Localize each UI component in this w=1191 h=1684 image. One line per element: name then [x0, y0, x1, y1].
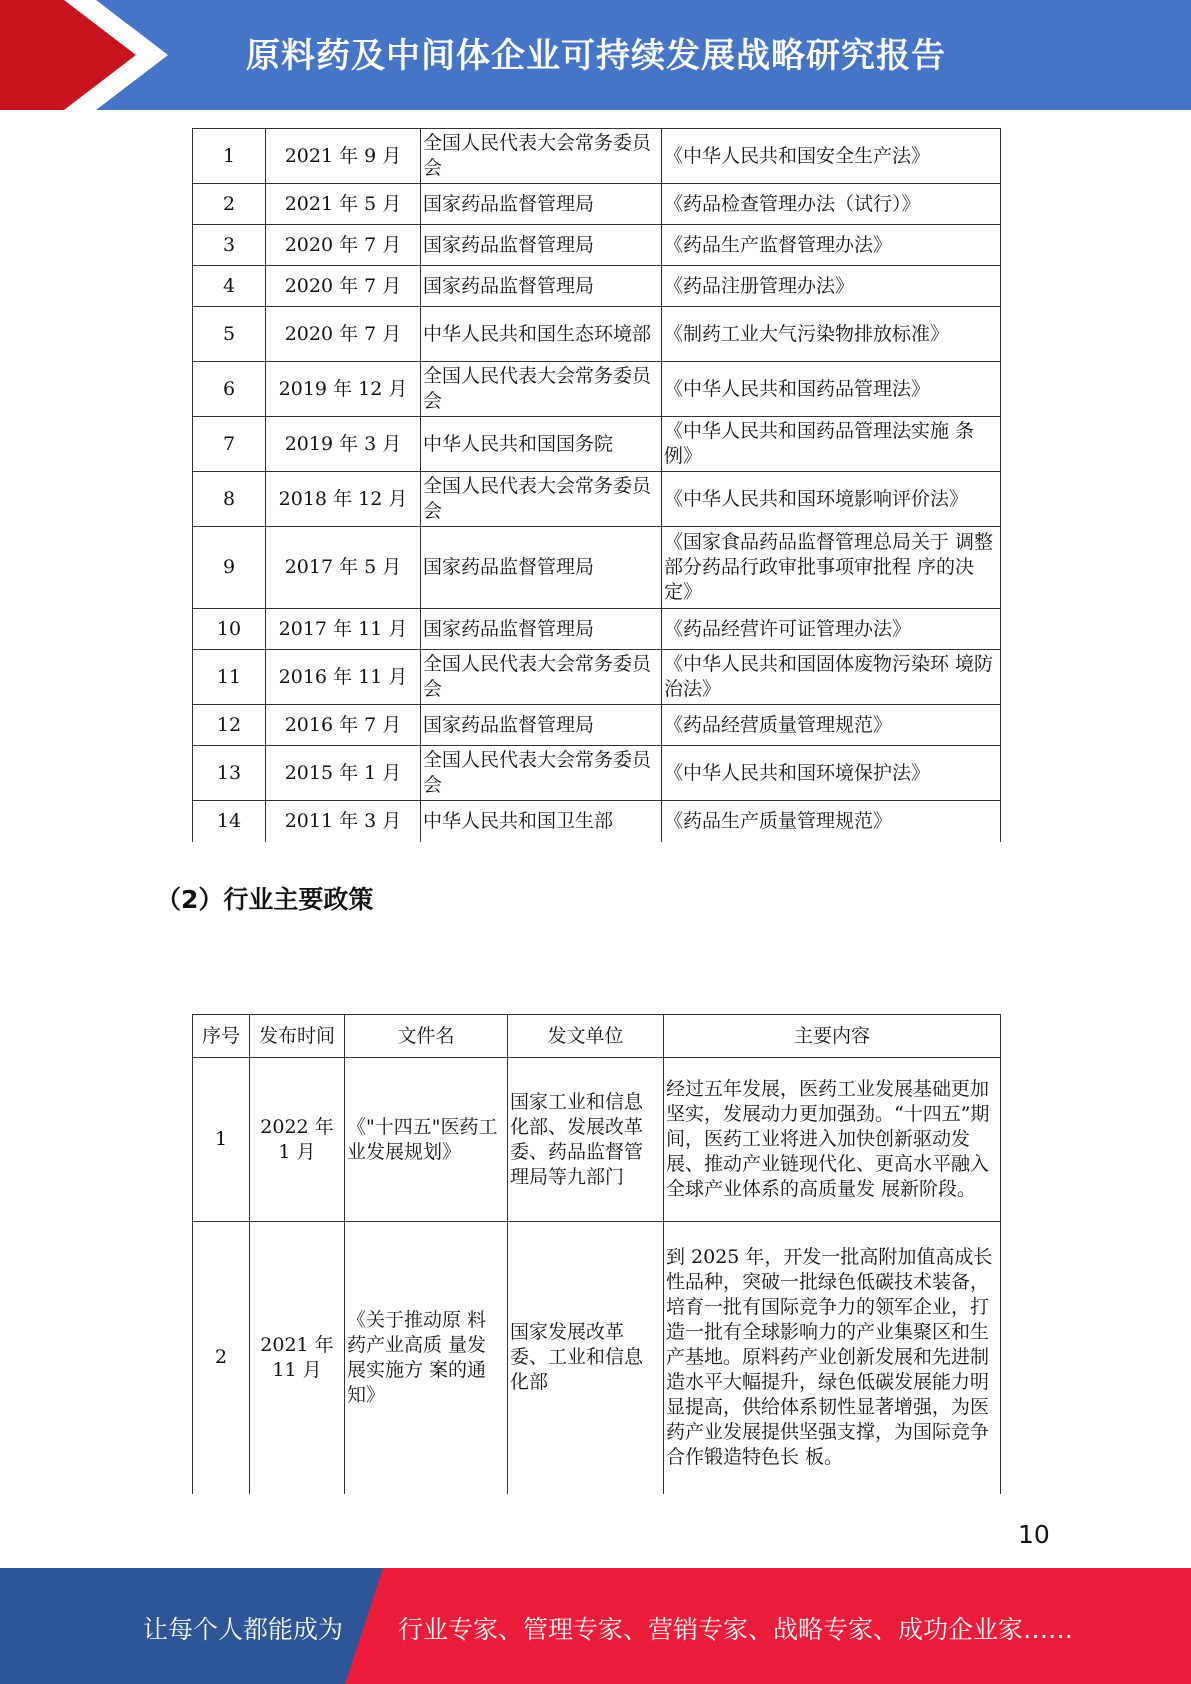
- row-number: 6: [193, 362, 266, 417]
- issue-date: 2015 年 1 月: [266, 746, 421, 801]
- regulation-title: 《制药工业大气污染物排放标准》: [662, 307, 1001, 362]
- issuer: 全国人民代表大会常务委员会: [421, 362, 662, 417]
- table-row: [193, 307, 1001, 362]
- regulation-title: 《药品生产质量管理规范》: [662, 801, 1001, 842]
- issuer: 国家药品监督管理局: [421, 225, 662, 266]
- row-number: 2: [193, 1222, 250, 1494]
- table-row: [193, 650, 1001, 705]
- column-header: 主要内容: [664, 1015, 1001, 1058]
- footer-slogan-right: 行业专家、管理专家、营销专家、战略专家、成功企业家……: [398, 1615, 1074, 1644]
- row-number: 9: [193, 527, 266, 609]
- issuer: 国家药品监督管理局: [421, 609, 662, 650]
- table-row: [193, 1222, 1001, 1494]
- column-header: 序号: [193, 1015, 250, 1058]
- issuer: 国家药品监督管理局: [421, 527, 662, 609]
- issuer: 全国人民代表大会常务委员会: [421, 129, 662, 184]
- section-heading: （2）行业主要政策: [156, 885, 374, 914]
- document-name: 《关于推动原 料药产业高质 量发展实施方 案的通知》: [345, 1222, 508, 1494]
- issue-date: 2021 年 9 月: [266, 129, 421, 184]
- row-number: 5: [193, 307, 266, 362]
- document-name: 《"十四五"医药工业发展规划》: [345, 1058, 508, 1222]
- column-header: 文件名: [345, 1015, 508, 1058]
- table-row: [193, 801, 1001, 842]
- regulation-title: 《中华人民共和国环境保护法》: [662, 746, 1001, 801]
- table-row: [193, 417, 1001, 472]
- table-row: [193, 609, 1001, 650]
- main-content: 经过五年发展，医药工业发展基础更加坚实，发展动力更加强劲。“十四五”期间，医药工业将进入加快创新驱动发展、推动产业链现代化、更高水平融入全球产业体系的高质量发 展新阶段。: [664, 1058, 1001, 1222]
- regulation-title: 《药品生产监督管理办法》: [662, 225, 1001, 266]
- issue-date: 2011 年 3 月: [266, 801, 421, 842]
- report-title: 原料药及中间体企业可持续发展战略研究报告: [246, 36, 946, 76]
- issue-date: 2019 年 3 月: [266, 417, 421, 472]
- issuer: 全国人民代表大会常务委员会: [421, 746, 662, 801]
- issue-date: 2021 年 5 月: [266, 184, 421, 225]
- issuer: 中华人民共和国卫生部: [421, 801, 662, 842]
- column-header: 发文单位: [508, 1015, 664, 1058]
- table-row: [193, 1058, 1001, 1222]
- row-number: 10: [193, 609, 266, 650]
- table-row: [193, 527, 1001, 609]
- row-number: 12: [193, 705, 266, 746]
- issue-date: 2017 年 11 月: [266, 609, 421, 650]
- issuer: 中华人民共和国国务院: [421, 417, 662, 472]
- issuer: 国家药品监督管理局: [421, 266, 662, 307]
- row-number: 4: [193, 266, 266, 307]
- issuer: 全国人民代表大会常务委员会: [421, 472, 662, 527]
- row-number: 3: [193, 225, 266, 266]
- regulations-table: [192, 128, 1001, 842]
- issuer: 中华人民共和国生态环境部: [421, 307, 662, 362]
- row-number: 1: [193, 129, 266, 184]
- main-content: 到 2025 年，开发一批高附加值高成长性品种，突破一批绿色低碳技术装备，培育一批有国际竞争力的领军企业，打造一批有全球影响力的产业集聚区和生产基地。原料药产业创新发展和先进制造水平大幅提升，绿色低碳发展能力明显提高，供给体系韧性显著增强，为医药产业发展提供坚强支撑，为国际竞争合作锻造特色长 板。: [664, 1222, 1001, 1494]
- row-number: 13: [193, 746, 266, 801]
- issue-date: 2020 年 7 月: [266, 266, 421, 307]
- issuer: 全国人民代表大会常务委员会: [421, 650, 662, 705]
- issue-date: 2021 年 11 月: [250, 1222, 345, 1494]
- regulation-title: 《药品经营质量管理规范》: [662, 705, 1001, 746]
- row-number: 8: [193, 472, 266, 527]
- table-row: [193, 266, 1001, 307]
- row-number: 11: [193, 650, 266, 705]
- regulation-title: 《药品注册管理办法》: [662, 266, 1001, 307]
- policy-table: [192, 1014, 1001, 1494]
- row-number: 1: [193, 1058, 250, 1222]
- issue-date: 2019 年 12 月: [266, 362, 421, 417]
- issue-date: 2016 年 7 月: [266, 705, 421, 746]
- table-row: [193, 746, 1001, 801]
- regulation-title: 《药品经营许可证管理办法》: [662, 609, 1001, 650]
- issue-date: 2018 年 12 月: [266, 472, 421, 527]
- table-row: [193, 705, 1001, 746]
- issue-date: 2017 年 5 月: [266, 527, 421, 609]
- issue-date: 2022 年 1 月: [250, 1058, 345, 1222]
- regulation-title: 《中华人民共和国固体废物污染环 境防治法》: [662, 650, 1001, 705]
- page-header: [0, 0, 1191, 110]
- regulation-title: 《国家食品药品监督管理总局关于 调整部分药品行政审批事项审批程 序的决定》: [662, 527, 1001, 609]
- row-number: 2: [193, 184, 266, 225]
- row-number: 7: [193, 417, 266, 472]
- issue-date: 2016 年 11 月: [266, 650, 421, 705]
- footer-slogan-left: 让每个人都能成为: [143, 1615, 344, 1644]
- table-row: [193, 472, 1001, 527]
- table-row: [193, 129, 1001, 184]
- column-header: 发布时间: [250, 1015, 345, 1058]
- table-row: [193, 362, 1001, 417]
- issue-date: 2020 年 7 月: [266, 225, 421, 266]
- page-number: 10: [1018, 1520, 1050, 1549]
- regulation-title: 《药品检查管理办法（试行）》: [662, 184, 1001, 225]
- table-row: [193, 225, 1001, 266]
- row-number: 14: [193, 801, 266, 842]
- issue-date: 2020 年 7 月: [266, 307, 421, 362]
- issuer: 国家药品监督管理局: [421, 184, 662, 225]
- issuer: 国家发展改革委、工业和信息化部: [508, 1222, 664, 1494]
- regulation-title: 《中华人民共和国药品管理法实施 条例》: [662, 417, 1001, 472]
- table-header-row: [193, 1015, 1001, 1058]
- issuer: 国家工业和信息化部、发展改革委、药品监督管理局等九部门: [508, 1058, 664, 1222]
- page-footer: [0, 1568, 1191, 1684]
- issuer: 国家药品监督管理局: [421, 705, 662, 746]
- regulation-title: 《中华人民共和国药品管理法》: [662, 362, 1001, 417]
- table-row: [193, 184, 1001, 225]
- regulation-title: 《中华人民共和国安全生产法》: [662, 129, 1001, 184]
- regulation-title: 《中华人民共和国环境影响评价法》: [662, 472, 1001, 527]
